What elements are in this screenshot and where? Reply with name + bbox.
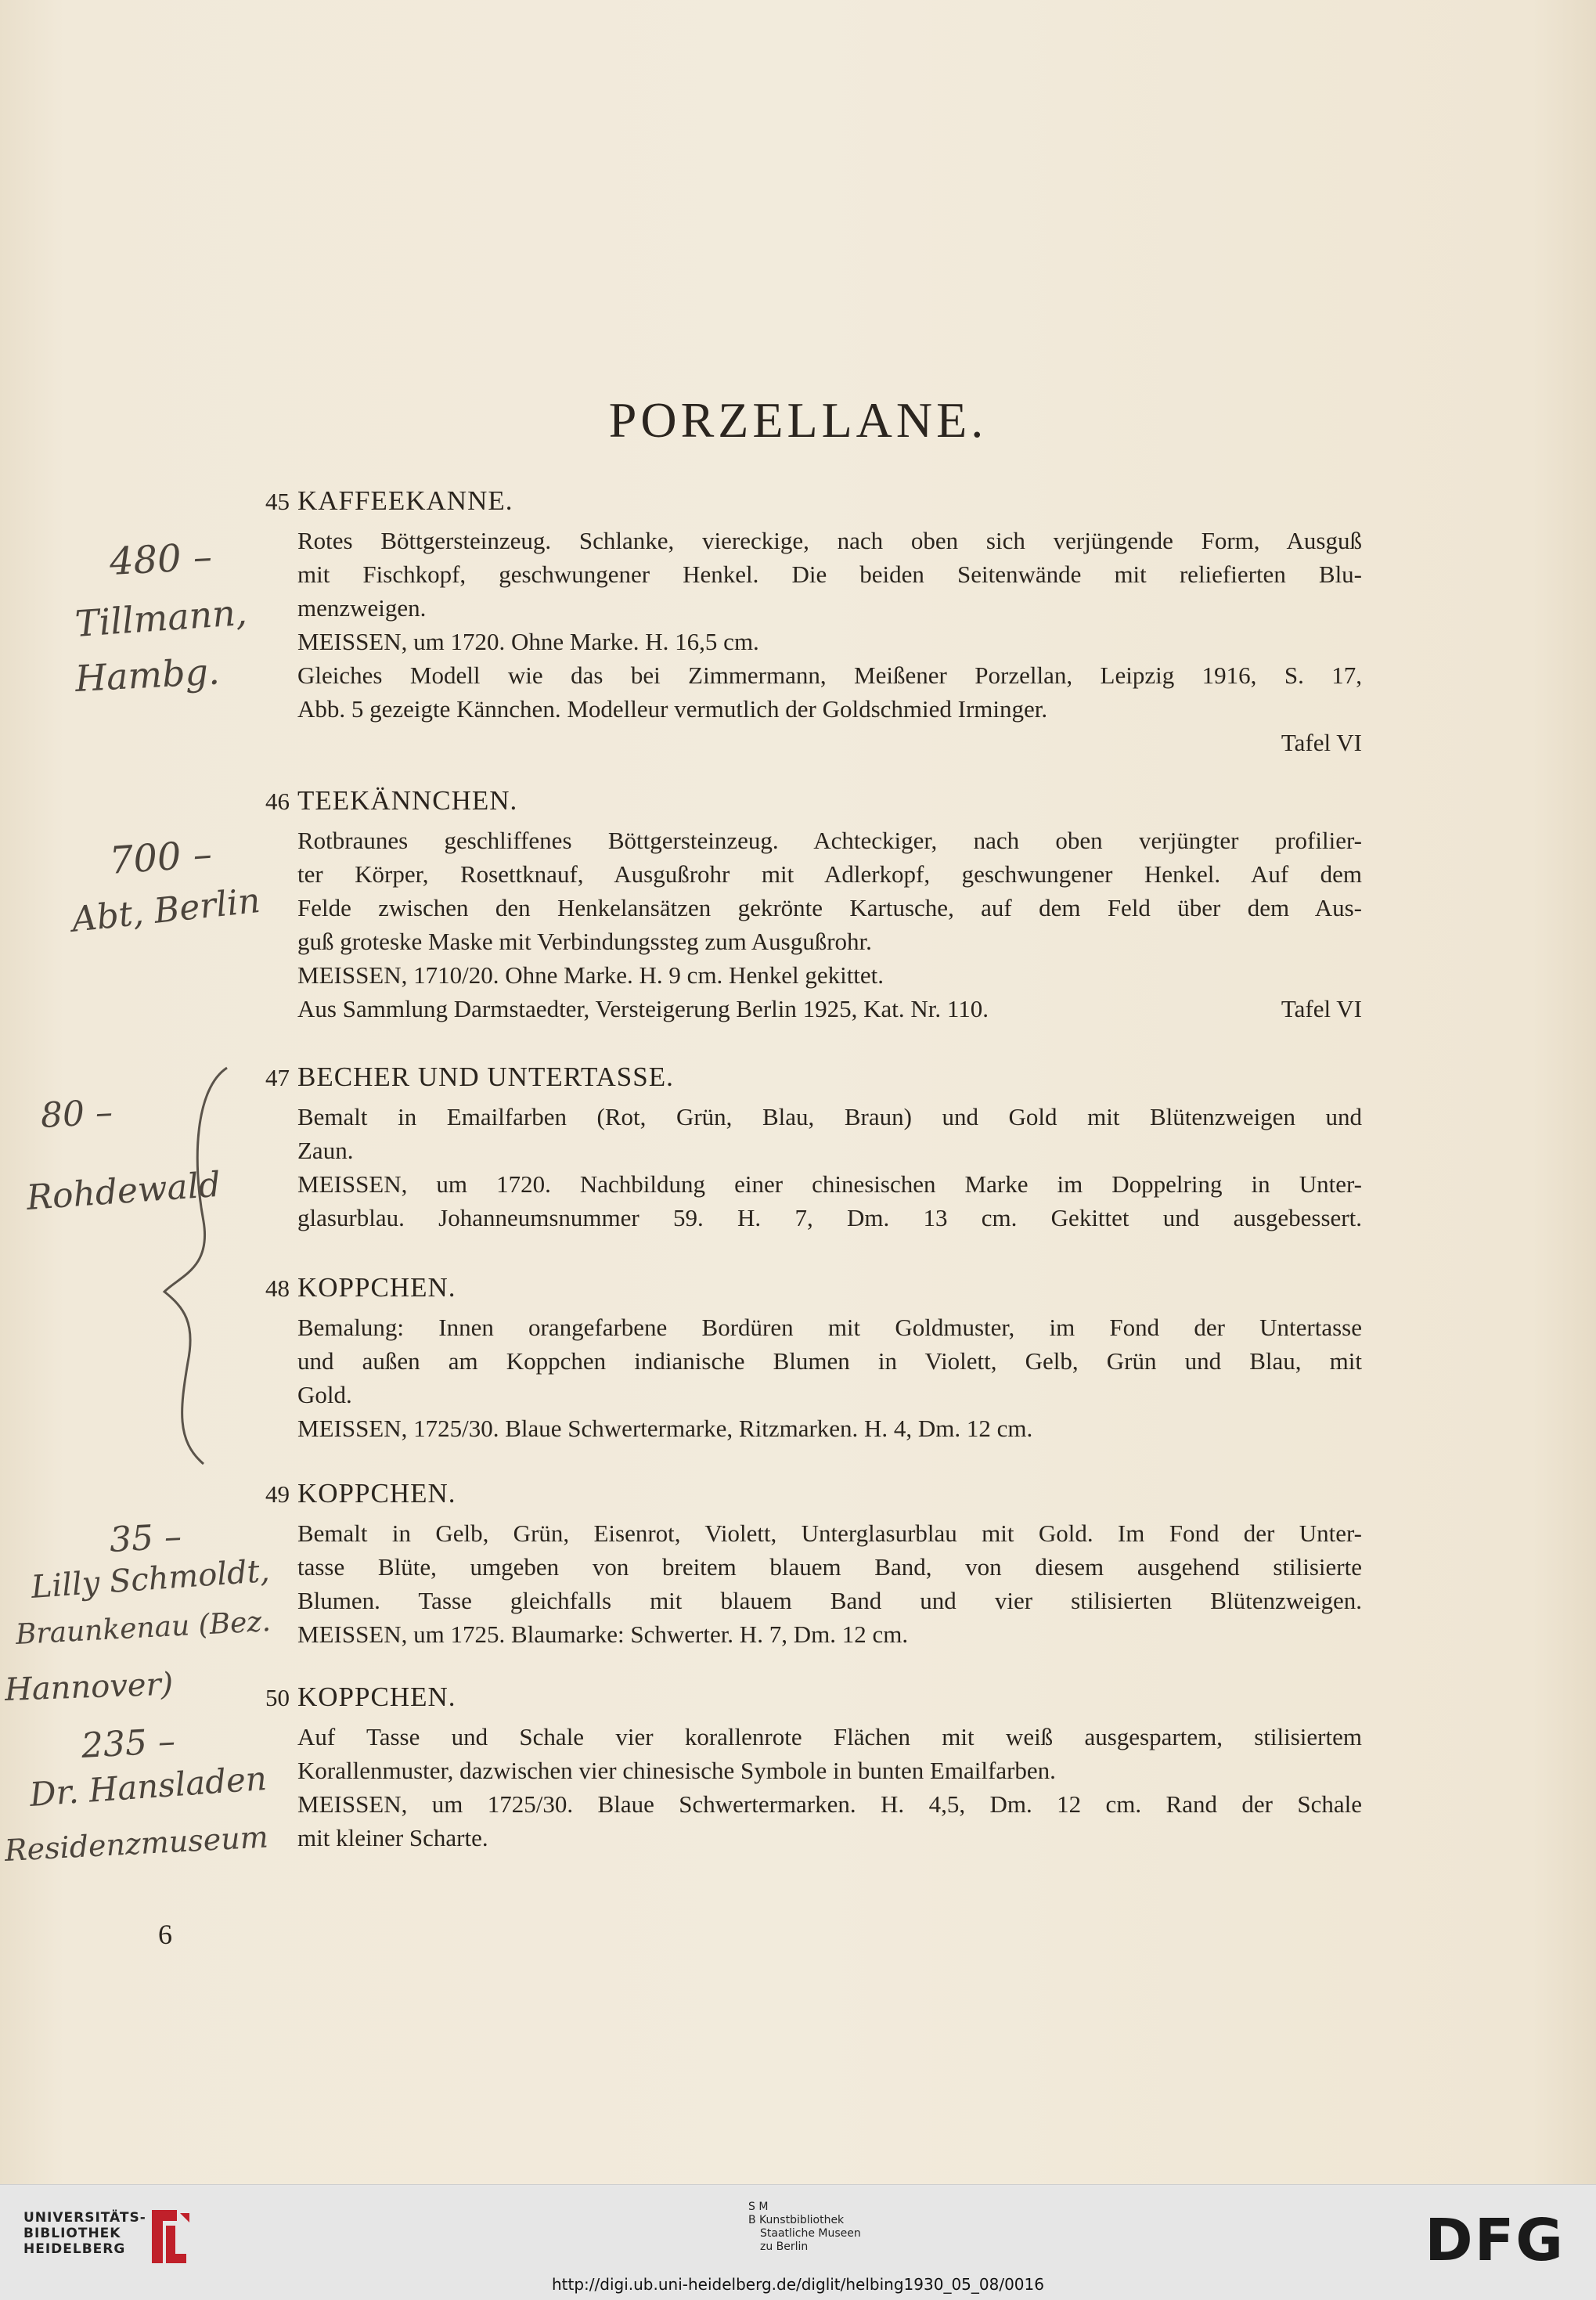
handwritten-buyer-46: Abt, Berlin: [70, 880, 262, 940]
uni-label-line: HEIDELBERG: [23, 2241, 126, 2257]
entry-line: Bemalung: Innen orangefarbene Bordüren mit Goldmuster, im Fond der Untertasse: [297, 1314, 1362, 1341]
entry-number: 45: [265, 488, 290, 515]
entry-line: Rotes Böttgersteinzeug. Schlanke, viereckige, nach oben sich verjüngende Form, Ausguß: [297, 527, 1362, 554]
university-logo-icon: [146, 2205, 193, 2268]
entry-line: ter Körper, Rosettknauf, Ausgußrohr mit Adlerkopf, geschwungener Henkel. Auf dem: [297, 860, 1362, 888]
handwritten-bracket: [149, 1065, 243, 1472]
entry-line: und außen am Koppchen indianische Blumen in Violett, Gelb, Grün und Blau, mit: [297, 1347, 1362, 1375]
entry-line: Felde zwischen den Henkelansätzen gekrönte Kartusche, auf dem Feld über dem Aus-: [297, 894, 1362, 921]
entry-line: Gleiches Modell wie das bei Zimmermann, Meißener Porzellan, Leipzig 1916, S. 17,: [297, 662, 1362, 689]
handwritten-price-46: 700 –: [108, 831, 214, 883]
entry-number: 48: [265, 1274, 290, 1302]
catalog-entry-47: [265, 1059, 1362, 1235]
catalog-entry-45: [265, 483, 1362, 759]
entry-line: guß groteske Maske mit Verbindungssteg zum Ausgußrohr.: [297, 928, 872, 955]
entry-line-with-plate: [297, 992, 1362, 1026]
handwritten-region-49: Hannover): [4, 1666, 175, 1708]
catalog-entry-48: [265, 1270, 1362, 1445]
entry-line: MEISSEN, um 1725/30. Blaue Schwertermarken. H. 4,5, Dm. 12 cm. Rand der Schale: [297, 1790, 1362, 1818]
handwritten-buyer-49: Lilly Schmoldt,: [30, 1552, 271, 1606]
entry-line: MEISSEN, 1710/20. Ohne Marke. H. 9 cm. Henkel gekittet.: [297, 961, 884, 989]
handwritten-institution-50: Residenzmuseum: [3, 1819, 269, 1868]
entry-line: menzweigen.: [297, 594, 427, 622]
entry-line: Blumen. Tasse gleichfalls mit blauem Band und vier stilisierten Blütenzweigen.: [297, 1587, 1362, 1614]
handwritten-buyer-45: Tillmann,: [74, 590, 249, 645]
sm-kunstbibliothek-label: [748, 2201, 861, 2254]
entry-line: Gold.: [297, 1381, 352, 1408]
handwritten-price-45: 480 –: [108, 535, 214, 584]
uni-label-line: BIBLIOTHEK: [23, 2226, 121, 2241]
entry-line: Auf Tasse und Schale vier korallenrote Flächen mit weiß ausgespartem, stilisiertem: [297, 1723, 1362, 1750]
entry-heading: TEEKÄNNCHEN.: [297, 785, 518, 816]
entry-line: Abb. 5 gezeigte Kännchen. Modelleur vermutlich der Goldschmied Irminger.: [297, 695, 1048, 723]
entry-line: glasurblau. Johanneumsnummer 59. H. 7, Dm. 13 cm. Gekittet und ausgebessert.: [297, 1204, 1362, 1231]
entry-line: Aus Sammlung Darmstaedter, Versteigerung Berlin 1925, Kat. Nr. 110.: [297, 995, 989, 1022]
entry-line: MEISSEN, um 1720. Nachbildung einer chinesischen Marke im Doppelring in Unter-: [297, 1170, 1362, 1198]
entry-line: MEISSEN, um 1725. Blaumarke: Schwerter. H. 7, Dm. 12 cm.: [297, 1620, 909, 1648]
handwritten-price-49: 35 –: [108, 1516, 183, 1560]
source-url-link[interactable]: http://digi.ub.uni-heidelberg.de/diglit/helbing1930_05_08/0016: [552, 2275, 1044, 2294]
page-number: 6: [158, 1919, 172, 1950]
sm-label-line: S M: [748, 2201, 769, 2213]
plate-reference: Tafel VI: [1281, 729, 1362, 756]
catalog-entry-49: [265, 1476, 1362, 1651]
digitization-footer: [0, 2184, 1596, 2300]
entry-number: 47: [265, 1064, 290, 1091]
handwritten-buyer-50: Dr. Hansladen: [28, 1758, 268, 1814]
handwritten-price-50: 235 –: [80, 1721, 177, 1766]
uni-label-line: UNIVERSITÄTS-: [23, 2210, 146, 2226]
entry-number: 46: [265, 788, 290, 815]
entry-heading: KOPPCHEN.: [297, 1682, 456, 1712]
handwritten-address-49: Braunkenau (Bez.: [14, 1605, 272, 1651]
entry-line: MEISSEN, 1725/30. Blaue Schwertermarke, Ritzmarken. H. 4, Dm. 12 cm.: [297, 1415, 1033, 1442]
entry-line: Zaun.: [297, 1137, 354, 1164]
entry-line: mit Fischkopf, geschwungener Henkel. Die beiden Seitenwände mit reliefierten Blu-: [297, 561, 1362, 588]
entry-line: Korallenmuster, dazwischen vier chinesische Symbole in bunten Emailfarben.: [297, 1757, 1056, 1784]
entry-heading: BECHER UND UNTERTASSE.: [297, 1062, 674, 1092]
entry-line: MEISSEN, um 1720. Ohne Marke. H. 16,5 cm.: [297, 628, 759, 655]
catalog-entry-46: [265, 783, 1362, 1026]
handwritten-city-45: Hambg.: [74, 650, 221, 700]
plate-reference: Tafel VI: [1281, 995, 1362, 1022]
catalog-entry-50: [265, 1679, 1362, 1855]
entry-line: mit kleiner Scharte.: [297, 1824, 488, 1851]
entry-heading: KOPPCHEN.: [297, 1272, 456, 1303]
handwritten-price-47: 80 –: [39, 1092, 114, 1136]
entry-line: Rotbraunes geschliffenes Böttgersteinzeug. Achteckiger, nach oben verjüngter profilier-: [297, 827, 1362, 854]
entry-number: 49: [265, 1480, 290, 1508]
entry-number: 50: [265, 1684, 290, 1711]
entry-heading: KAFFEEKANNE.: [297, 485, 513, 516]
page-title: PORZELLANE.: [608, 392, 988, 448]
handwritten-buyer-47: Rohdewald: [25, 1164, 222, 1218]
sm-label-line: Staatliche Museen: [760, 2227, 861, 2240]
entry-line: Bemalt in Gelb, Grün, Eisenrot, Violett, Unterglasurblau mit Gold. Im Fond der Unter-: [297, 1520, 1362, 1547]
sm-label-line: zu Berlin: [760, 2241, 809, 2253]
university-library-label: [23, 2210, 146, 2257]
sm-label-line: B Kunstbibliothek: [748, 2214, 845, 2226]
entry-line: Bemalt in Emailfarben (Rot, Grün, Blau, Braun) und Gold mit Blütenzweigen und: [297, 1103, 1362, 1130]
entry-heading: KOPPCHEN.: [297, 1478, 456, 1509]
dfg-logo: DFG: [1425, 2207, 1565, 2274]
entry-line: tasse Blüte, umgeben von breitem blauem Band, von diesem ausgehend stilisierte: [297, 1553, 1362, 1581]
